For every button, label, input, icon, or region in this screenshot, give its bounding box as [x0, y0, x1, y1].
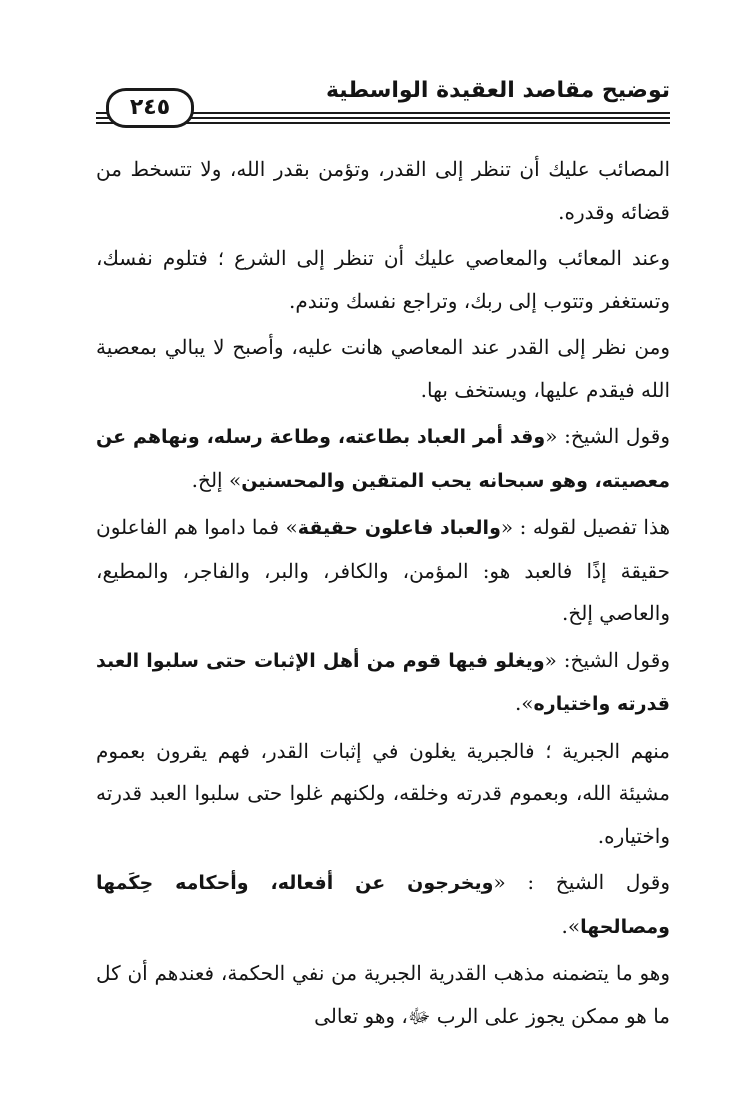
paragraph: وهو ما يتضمنه مذهب القدرية الجبرية من نفي الحكمة، فعندهم أن كل ما هو ممكن يجوز على الرب ﷻ، وهو تعالى — [96, 961, 670, 1028]
header-title: توضيح مقاصد العقيدة الواسطية — [325, 78, 670, 103]
running-header — [96, 72, 670, 132]
quoted-text: ويغلو فيها قوم من أهل الإثبات حتى سلبوا العبد قدرته واختياره — [96, 649, 670, 715]
page-number: ٢٤٥ — [129, 95, 171, 120]
quoted-text: والعباد فاعلون حقيقة — [297, 517, 501, 539]
quoted-text: ويخرجون عن أفعاله، وأحكامه حِكَمها ومصالحها — [96, 872, 670, 938]
body-text — [96, 148, 670, 1037]
page-number-badge — [106, 88, 194, 128]
paragraph: هذا تفصيل لقوله : «والعباد فاعلون حقيقة» فما داموا هم الفاعلون حقيقة إذًا فالعبد هو: المؤمن، والكافر، والبر، والفاجر، والمطيع، والعاصي إلخ. — [96, 515, 671, 625]
paragraph: وقول الشيخ: «وقد أمر العباد بطاعته، وطاعة رسله، ونهاهم عن معصيته، وهو سبحانه يحب المتقين والمحسنين» إلخ. — [96, 424, 671, 492]
paragraph: المصائب عليك أن تنظر إلى القدر، وتؤمن بقدر الله، ولا تتسخط من قضائه وقدره. — [96, 157, 670, 224]
quoted-text: وقد أمر العباد بطاعته، وطاعة رسله، ونهاهم عن معصيته، وهو سبحانه يحب المتقين والمحسنين — [96, 426, 670, 492]
paragraph: وعند المعائب والمعاصي عليك أن تنظر إلى الشرع ؛ فتلوم نفسك، وتستغفر وتتوب إلى ربك، وتراجع نفسك وتندم. — [96, 246, 670, 313]
paragraph: وقول الشيخ: «ويغلو فيها قوم من أهل الإثبات حتى سلبوا العبد قدرته واختياره». — [96, 647, 670, 715]
paragraph: منهم الجبرية ؛ فالجبرية يغلون في إثبات القدر، فهم يقرون بعموم مشيئة الله، وبعموم قدرته وخلقه، ولكنهم غلوا حتى سلبوا العبد قدرته واختياره. — [96, 738, 670, 848]
paragraph: ومن نظر إلى القدر عند المعاصي هانت عليه، وأصبح لا يبالي بمعصية الله فيقدم عليها، ويستخف بها. — [96, 335, 670, 402]
paragraph: وقول الشيخ : «ويخرجون عن أفعاله، وأحكامه حِكَمها ومصالحها». — [96, 870, 670, 938]
